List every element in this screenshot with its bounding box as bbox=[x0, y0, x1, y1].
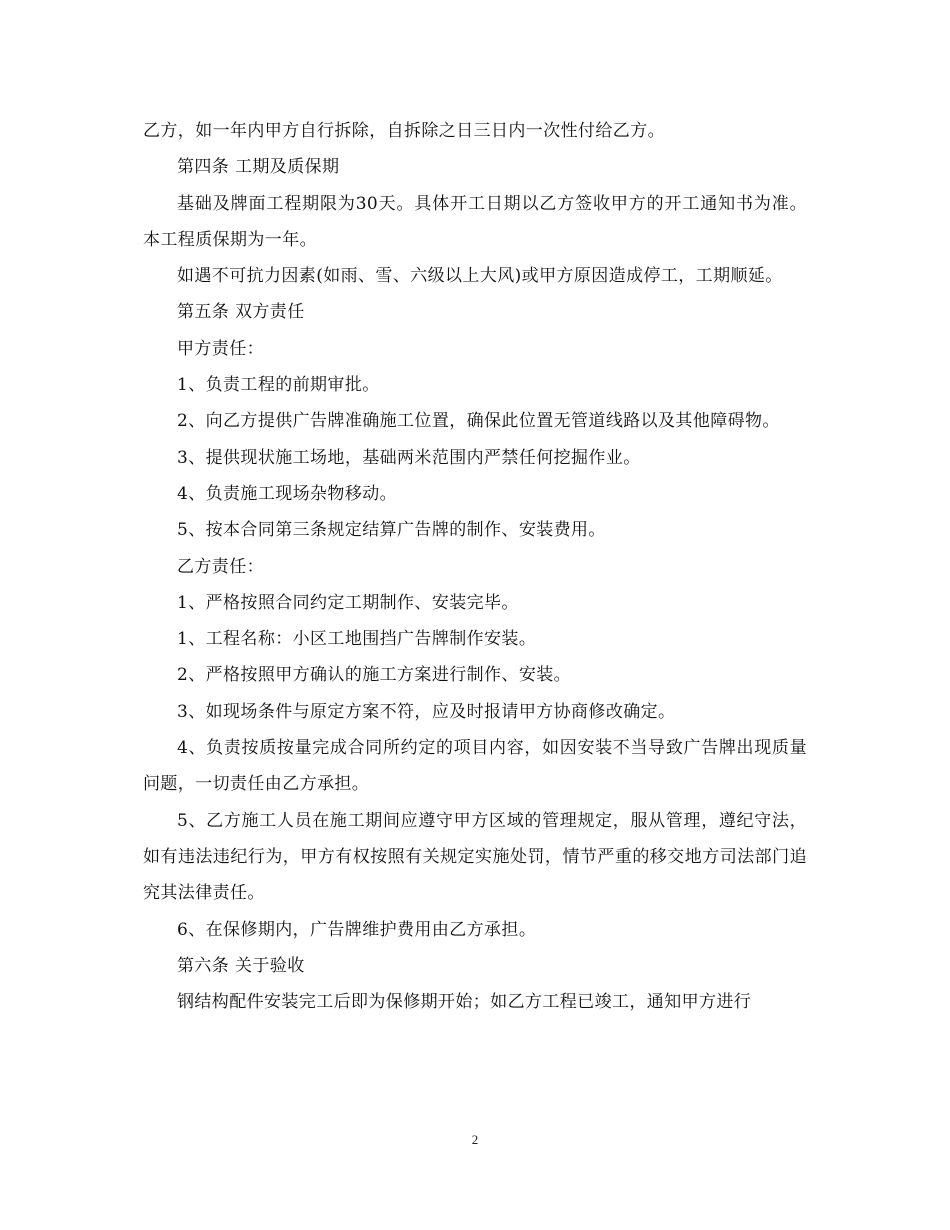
party-a-item-4: 4、负责施工现场杂物移动。 bbox=[177, 483, 398, 504]
party-a-item-3: 3、提供现状施工场地，基础两米范围内严禁任何挖掘作业。 bbox=[177, 447, 641, 468]
party-b-item-1b: 1、工程名称：小区工地围挡广告牌制作安装。 bbox=[177, 629, 537, 650]
party-b-item-4: 4、负责按质按量完成合同所约定的项目内容，如因安装不当导致广告牌出现质量问题，一切责任由乙方承担。 bbox=[143, 738, 807, 795]
party-b-item-6: 6、在保修期内，广告牌维护费用由乙方承担。 bbox=[177, 919, 537, 940]
paragraph-3: 基础及牌面工程期限为30天。具体开工日期以乙方签收甲方的开工通知书为准。本工程质保期为一年。 bbox=[143, 193, 807, 250]
document-body bbox=[143, 113, 807, 1020]
party-a-heading: 甲方责任： bbox=[177, 338, 264, 359]
party-b-item-3: 3、如现场条件与原定方案不符，应及时报请甲方协商修改确定。 bbox=[177, 701, 676, 722]
party-a-item-2: 2、向乙方提供广告牌准确施工位置，确保此位置无管道线路以及其他障碍物。 bbox=[177, 411, 780, 432]
party-b-item-2: 2、严格按照甲方确认的施工方案进行制作、安装。 bbox=[177, 665, 572, 686]
party-b-item-1: 1、严格按照合同约定工期制作、安装完毕。 bbox=[177, 592, 519, 613]
paragraph-4: 如遇不可抗力因素(如雨、雪、六级以上大风)或甲方原因造成停工，工期顺延。 bbox=[177, 266, 783, 287]
paragraph-1: 乙方，如一年内甲方自行拆除，自拆除之日三日内一次性付给乙方。 bbox=[143, 121, 665, 141]
party-b-item-5: 5、乙方施工人员在施工期间应遵守甲方区域的管理规定，服从管理，遵纪守法，如有违法违纪行为，甲方有权按照有关规定实施处罚，情节严重的移交地方司法部门追究其法律责任。 bbox=[143, 810, 807, 904]
party-b-heading: 乙方责任： bbox=[177, 556, 264, 577]
page-number: 2 bbox=[471, 1132, 479, 1147]
paragraph-last: 钢结构配件安装完工后即为保修期开始；如乙方工程已竣工，通知甲方进行 bbox=[177, 992, 752, 1013]
section-heading-4: 第四条 工期及质保期 bbox=[177, 157, 340, 178]
section-heading-5: 第五条 双方责任 bbox=[177, 302, 305, 323]
party-a-item-5: 5、按本合同第三条规定结算广告牌的制作、安装费用。 bbox=[177, 520, 606, 541]
section-heading-6: 第六条 关于验收 bbox=[177, 955, 305, 976]
party-a-item-1: 1、负责工程的前期审批。 bbox=[177, 375, 380, 396]
